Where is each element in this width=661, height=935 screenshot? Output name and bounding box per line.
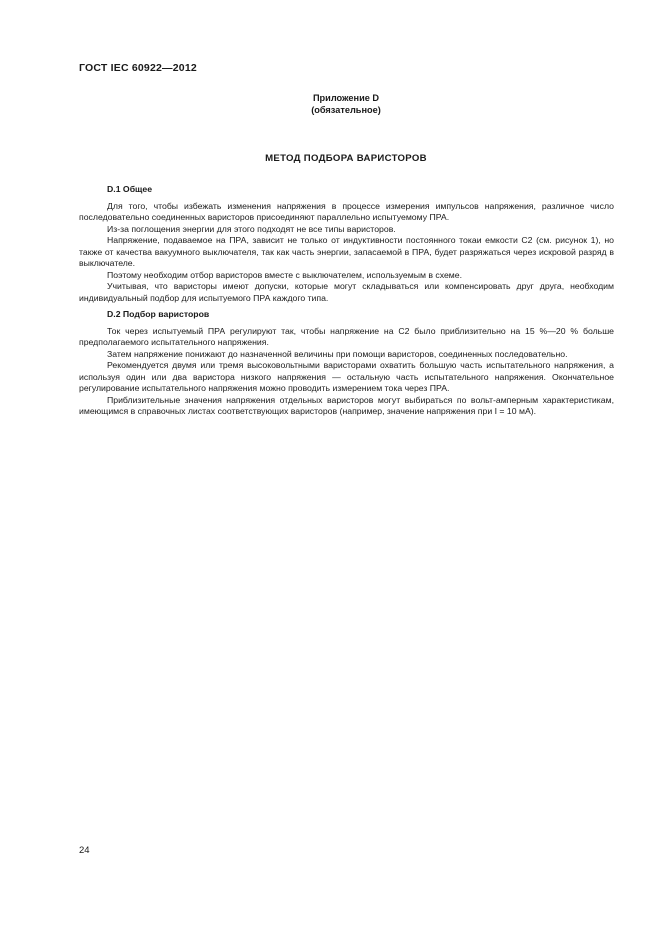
paragraph: Приблизительные значения напряжения отдельных варисторов могут выбираться по вольт-амперным характеристикам, имеющимся в справочных листах соответствующих варисторов (например, значение напряжения при I = 10 мА).	[79, 394, 614, 416]
paragraph: Рекомендуется двумя или тремя высоковольтными варисторами охватить большую часть испытательного напряжения, а используя один или два варистора низкого напряжения — остальную часть испытательного напряжения. Окончательное регулирование испытательного напряжения можно проводить измерением тока через ПРА.	[79, 360, 614, 393]
appendix-heading	[79, 92, 613, 116]
page-number: 24	[79, 845, 90, 856]
paragraph: Ток через испытуемый ПРА регулируют так, чтобы напряжение на C2 было приблизительно на 15 %—20 % больше предполагаемого испытательного напряжения.	[79, 325, 614, 347]
standard-header: ГОСТ IEC 60922—2012	[79, 62, 197, 74]
document-body	[79, 184, 614, 418]
section-heading-selection: D.2 Подбор варисторов	[107, 309, 210, 319]
document-title: МЕТОД ПОДБОРА ВАРИСТОРОВ	[265, 153, 427, 164]
appendix-status: (обязательное)	[311, 105, 381, 115]
appendix-label: Приложение D	[312, 93, 380, 103]
paragraph: Для того, чтобы избежать изменения напряжения в процессе измерения импульсов напряжения, различное число последовательно соединенных варисторов присоединяют параллельно испытуемому ПРА.	[79, 200, 614, 222]
paragraph: Поэтому необходим отбор варисторов вместе с выключателем, используемым в схеме.	[107, 269, 463, 280]
paragraph: Из-за поглощения энергии для этого подходят не все типы варисторов.	[107, 223, 396, 234]
paragraph: Напряжение, подаваемое на ПРА, зависит не только от индуктивности постоянного токаи емкости C2 (см. рисунок 1), но также от качества вакуумного выключателя, так как часть энергии, запасаемой в ПРА, будет разряжаться через искровой разряд в выключателе.	[79, 235, 614, 268]
paragraph: Учитывая, что варисторы имеют допуски, которые могут складываться или компенсировать друг друга, необходим индивидуальный подбор для испытуемого ПРА каждого типа.	[79, 281, 614, 303]
section-heading-general: D.1 Общее	[107, 184, 153, 194]
paragraph: Затем напряжение понижают до назначенной величины при помощи варисторов, соединенных последовательно.	[107, 348, 568, 359]
